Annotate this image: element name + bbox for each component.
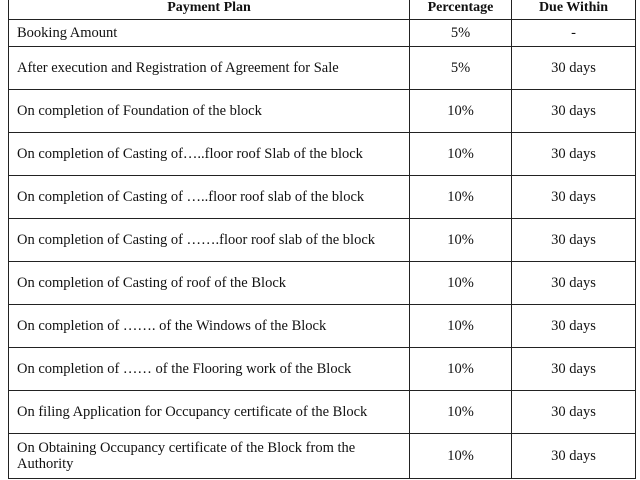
- payment-stage: On completion of Casting of …..floor roof slab of the block: [9, 176, 410, 219]
- due-within-value: 30 days: [512, 47, 636, 90]
- due-within-value: 30 days: [512, 90, 636, 133]
- payment-stage: Booking Amount: [9, 20, 410, 47]
- percentage-value: 5%: [410, 47, 512, 90]
- due-within-value: -: [512, 20, 636, 47]
- payment-stage: On completion of Foundation of the block: [9, 90, 410, 133]
- table-row: [9, 176, 636, 219]
- percentage-value: 10%: [410, 434, 512, 479]
- payment-plan-table: [8, 0, 636, 479]
- header-percentage: Percentage: [410, 0, 512, 20]
- percentage-value: 5%: [410, 20, 512, 47]
- table-row: [9, 305, 636, 348]
- percentage-value: 10%: [410, 391, 512, 434]
- due-within-value: 30 days: [512, 391, 636, 434]
- table-row: [9, 262, 636, 305]
- due-within-value: 30 days: [512, 262, 636, 305]
- payment-stage: After execution and Registration of Agreement for Sale: [9, 47, 410, 90]
- table-row: [9, 434, 636, 479]
- header-due-within: Due Within: [512, 0, 636, 20]
- header-payment-plan: Payment Plan: [9, 0, 410, 20]
- percentage-value: 10%: [410, 305, 512, 348]
- due-within-value: 30 days: [512, 176, 636, 219]
- payment-stage: On completion of Casting of roof of the Block: [9, 262, 410, 305]
- payment-stage: On Obtaining Occupancy certificate of the Block from the Authority: [9, 434, 410, 479]
- due-within-value: 30 days: [512, 133, 636, 176]
- due-within-value: 30 days: [512, 305, 636, 348]
- percentage-value: 10%: [410, 176, 512, 219]
- percentage-value: 10%: [410, 133, 512, 176]
- due-within-value: 30 days: [512, 348, 636, 391]
- payment-stage: On completion of …… of the Flooring work of the Block: [9, 348, 410, 391]
- percentage-value: 10%: [410, 348, 512, 391]
- table-row: [9, 20, 636, 47]
- payment-stage: On filing Application for Occupancy certificate of the Block: [9, 391, 410, 434]
- table-row: [9, 47, 636, 90]
- payment-stage: On completion of Casting of…..floor roof Slab of the block: [9, 133, 410, 176]
- payment-stage: On completion of Casting of …….floor roof slab of the block: [9, 219, 410, 262]
- table-row: [9, 90, 636, 133]
- table-row: [9, 133, 636, 176]
- due-within-value: 30 days: [512, 434, 636, 479]
- table-row: [9, 219, 636, 262]
- table-header-row: [9, 0, 636, 20]
- table-row: [9, 391, 636, 434]
- percentage-value: 10%: [410, 219, 512, 262]
- percentage-value: 10%: [410, 262, 512, 305]
- due-within-value: 30 days: [512, 219, 636, 262]
- percentage-value: 10%: [410, 90, 512, 133]
- table-row: [9, 348, 636, 391]
- payment-stage: On completion of ……. of the Windows of the Block: [9, 305, 410, 348]
